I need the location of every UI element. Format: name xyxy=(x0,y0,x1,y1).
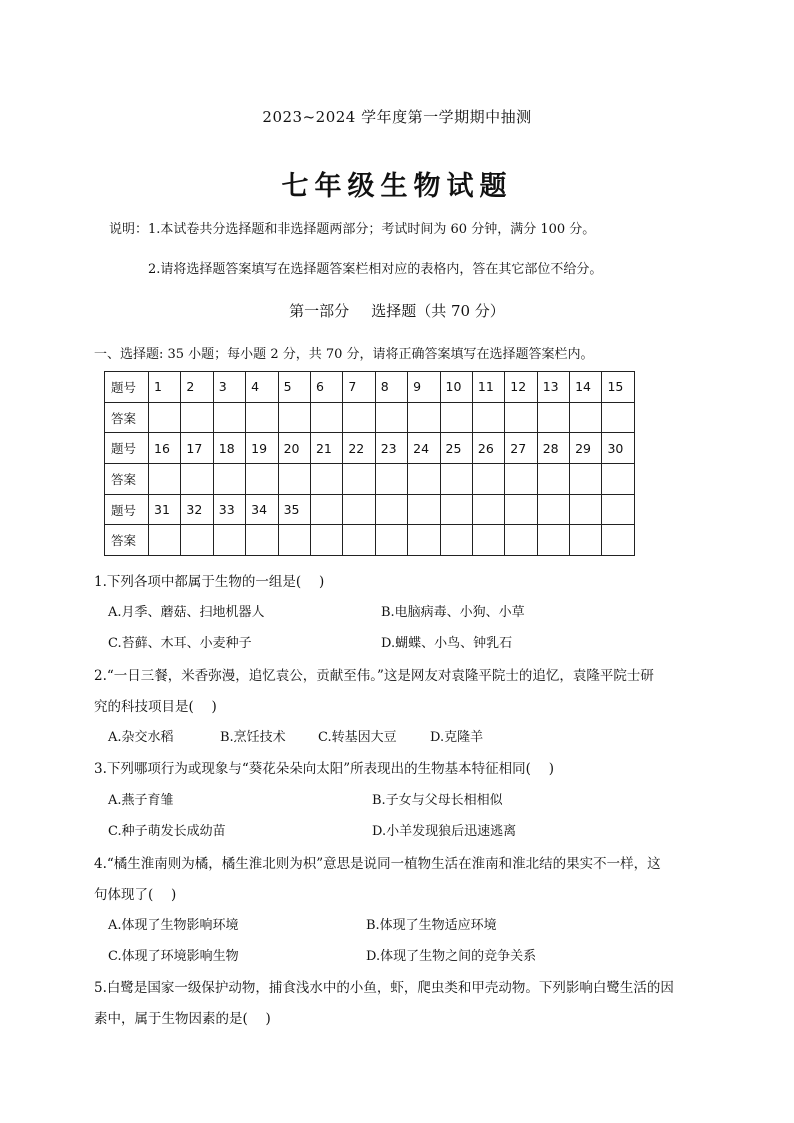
answer-cell[interactable] xyxy=(505,464,537,495)
question-number-cell: 9 xyxy=(408,372,440,403)
answer-cell[interactable] xyxy=(343,464,375,495)
question-4-option-c: C.体现了环境影响生物 xyxy=(108,949,239,964)
question-4-option-d: D.体现了生物之间的竞争关系 xyxy=(366,949,537,964)
answer-cell[interactable] xyxy=(310,525,342,556)
question-number-cell xyxy=(408,494,440,525)
question-number-cell: 6 xyxy=(310,372,342,403)
answer-cell[interactable] xyxy=(408,525,440,556)
answer-cell[interactable] xyxy=(213,402,245,433)
question-5-stem-line-2: 素中，属于生物因素的是( ) xyxy=(94,1011,271,1027)
question-number-cell: 34 xyxy=(246,494,278,525)
question-number-cell xyxy=(505,494,537,525)
answer-cell[interactable] xyxy=(181,525,213,556)
question-number-cell: 26 xyxy=(472,433,504,464)
question-2-stem-line-2: 究的科技项目是( ) xyxy=(94,699,217,715)
answer-table-answer-row xyxy=(105,464,635,495)
row-label-number: 题号 xyxy=(105,433,149,464)
question-number-cell: 32 xyxy=(181,494,213,525)
row-label-answer: 答案 xyxy=(105,525,149,556)
answer-cell[interactable] xyxy=(440,464,472,495)
question-number-cell: 1 xyxy=(149,372,181,403)
answer-cell[interactable] xyxy=(602,402,634,433)
answer-cell[interactable] xyxy=(505,402,537,433)
question-number-cell: 24 xyxy=(408,433,440,464)
answer-cell[interactable] xyxy=(440,402,472,433)
answer-table xyxy=(104,371,635,556)
question-number-cell: 16 xyxy=(149,433,181,464)
answer-cell[interactable] xyxy=(213,525,245,556)
answer-cell[interactable] xyxy=(570,402,602,433)
answer-cell[interactable] xyxy=(472,525,504,556)
part-name: 选择题（共 70 分） xyxy=(371,302,505,320)
answer-cell[interactable] xyxy=(149,464,181,495)
question-number-cell: 22 xyxy=(343,433,375,464)
question-number-cell xyxy=(310,494,342,525)
question-2-option-d: D.克隆羊 xyxy=(430,730,484,745)
question-1-option-a: A.月季、蘑菇、扫地机器人 xyxy=(108,605,265,620)
question-number-cell: 2 xyxy=(181,372,213,403)
answer-cell[interactable] xyxy=(537,525,569,556)
answer-cell[interactable] xyxy=(278,525,310,556)
answer-cell[interactable] xyxy=(440,525,472,556)
question-number-cell xyxy=(537,494,569,525)
answer-cell[interactable] xyxy=(408,464,440,495)
question-number-cell xyxy=(343,494,375,525)
question-1-option-b: B.电脑病毒、小狗、小草 xyxy=(381,605,525,620)
question-number-cell: 8 xyxy=(375,372,407,403)
question-4-option-b: B.体现了生物适应环境 xyxy=(366,918,497,933)
question-4-stem-line-2: 句体现了( ) xyxy=(94,887,177,903)
question-number-cell: 33 xyxy=(213,494,245,525)
answer-cell[interactable] xyxy=(343,402,375,433)
question-number-cell: 7 xyxy=(343,372,375,403)
answer-table-number-row xyxy=(105,433,635,464)
answer-cell[interactable] xyxy=(537,464,569,495)
answer-cell[interactable] xyxy=(537,402,569,433)
question-number-cell: 35 xyxy=(278,494,310,525)
answer-cell[interactable] xyxy=(278,402,310,433)
question-number-cell: 17 xyxy=(181,433,213,464)
question-number-cell xyxy=(602,494,634,525)
answer-cell[interactable] xyxy=(213,464,245,495)
question-number-cell xyxy=(570,494,602,525)
question-3-option-b: B.子女与父母长相相似 xyxy=(372,793,503,808)
question-3-option-d: D.小羊发现狼后迅速逃离 xyxy=(372,824,517,839)
answer-cell[interactable] xyxy=(602,464,634,495)
section-instruction: 一、选择题: 35 小题；每小题 2 分，共 70 分，请将正确答案填写在选择题答案栏内。 xyxy=(94,347,594,362)
answer-cell[interactable] xyxy=(310,464,342,495)
question-number-cell: 29 xyxy=(570,433,602,464)
question-number-cell: 14 xyxy=(570,372,602,403)
answer-cell[interactable] xyxy=(149,402,181,433)
question-number-cell: 19 xyxy=(246,433,278,464)
question-3-option-c: C.种子萌发长成幼苗 xyxy=(108,824,226,839)
question-number-cell: 30 xyxy=(602,433,634,464)
answer-cell[interactable] xyxy=(375,402,407,433)
question-3-option-a: A.燕子育雏 xyxy=(108,793,174,808)
question-2-option-b: B.烹饪技术 xyxy=(220,730,286,745)
exam-term-header: 2023~2024 学年度第一学期期中抽测 xyxy=(262,108,532,126)
question-1-stem: 1.下列各项中都属于生物的一组是( ) xyxy=(94,574,325,590)
answer-table-answer-row xyxy=(105,402,635,433)
question-2-option-a: A.杂交水稻 xyxy=(108,730,174,745)
row-label-number: 题号 xyxy=(105,372,149,403)
question-number-cell: 27 xyxy=(505,433,537,464)
question-2-stem-line-1: 2.“一日三餐，米香弥漫，追忆袁公，贡献至伟。”这是网友对袁隆平院士的追忆，袁隆平院士研 xyxy=(94,668,654,684)
answer-cell[interactable] xyxy=(375,464,407,495)
answer-cell[interactable] xyxy=(375,525,407,556)
answer-table-number-row xyxy=(105,372,635,403)
answer-cell[interactable] xyxy=(408,402,440,433)
question-4-stem-line-1: 4.“橘生淮南则为橘，橘生淮北则为枳”意思是说同一植物生活在淮南和淮北结的果实不一样，这 xyxy=(94,856,661,872)
question-number-cell: 20 xyxy=(278,433,310,464)
question-number-cell: 5 xyxy=(278,372,310,403)
answer-cell[interactable] xyxy=(181,402,213,433)
question-1-option-c: C.苔藓、木耳、小麦种子 xyxy=(108,636,252,651)
question-number-cell: 28 xyxy=(537,433,569,464)
question-number-cell: 4 xyxy=(246,372,278,403)
question-number-cell: 18 xyxy=(213,433,245,464)
row-label-answer: 答案 xyxy=(105,464,149,495)
answer-cell[interactable] xyxy=(505,525,537,556)
answer-cell[interactable] xyxy=(472,464,504,495)
question-3-stem: 3.下列哪项行为或现象与“葵花朵朵向太阳”所表现出的生物基本特征相同( ) xyxy=(94,761,555,777)
answer-cell[interactable] xyxy=(602,525,634,556)
answer-cell[interactable] xyxy=(343,525,375,556)
answer-table-answer-row xyxy=(105,525,635,556)
question-2-option-c: C.转基因大豆 xyxy=(318,730,397,745)
question-number-cell: 21 xyxy=(310,433,342,464)
question-number-cell: 23 xyxy=(375,433,407,464)
answer-cell[interactable] xyxy=(246,464,278,495)
question-number-cell: 15 xyxy=(602,372,634,403)
instruction-line-2: 2.请将选择题答案填写在选择题答案栏相对应的表格内，答在其它部位不给分。 xyxy=(148,262,603,277)
question-number-cell: 25 xyxy=(440,433,472,464)
answer-cell[interactable] xyxy=(310,402,342,433)
row-label-answer: 答案 xyxy=(105,402,149,433)
instruction-line-1: 说明：1.本试卷共分选择题和非选择题两部分；考试时间为 60 分钟，满分 100 分。 xyxy=(109,222,596,237)
question-4-option-a: A.体现了生物影响环境 xyxy=(108,918,239,933)
question-number-cell xyxy=(472,494,504,525)
question-number-cell: 3 xyxy=(213,372,245,403)
answer-cell[interactable] xyxy=(181,464,213,495)
answer-table-number-row xyxy=(105,494,635,525)
answer-cell[interactable] xyxy=(149,525,181,556)
question-1-option-d: D.蝴蝶、小鸟、钟乳石 xyxy=(381,636,513,651)
answer-cell[interactable] xyxy=(472,402,504,433)
question-number-cell xyxy=(440,494,472,525)
row-label-number: 题号 xyxy=(105,494,149,525)
answer-cell[interactable] xyxy=(278,464,310,495)
question-number-cell: 11 xyxy=(472,372,504,403)
question-number-cell: 10 xyxy=(440,372,472,403)
question-number-cell: 31 xyxy=(149,494,181,525)
exam-title: 七年级生物试题 xyxy=(281,171,513,202)
question-number-cell: 12 xyxy=(505,372,537,403)
part-title xyxy=(0,300,794,321)
question-5-stem-line-1: 5.白鹭是国家一级保护动物，捕食浅水中的小鱼，虾，爬虫类和甲壳动物。下列影响白鹭生活的因 xyxy=(94,980,674,996)
answer-cell[interactable] xyxy=(246,402,278,433)
question-number-cell xyxy=(375,494,407,525)
question-number-cell: 13 xyxy=(537,372,569,403)
answer-cell[interactable] xyxy=(570,464,602,495)
answer-cell[interactable] xyxy=(246,525,278,556)
answer-cell[interactable] xyxy=(570,525,602,556)
part-label: 第一部分 xyxy=(289,302,350,320)
